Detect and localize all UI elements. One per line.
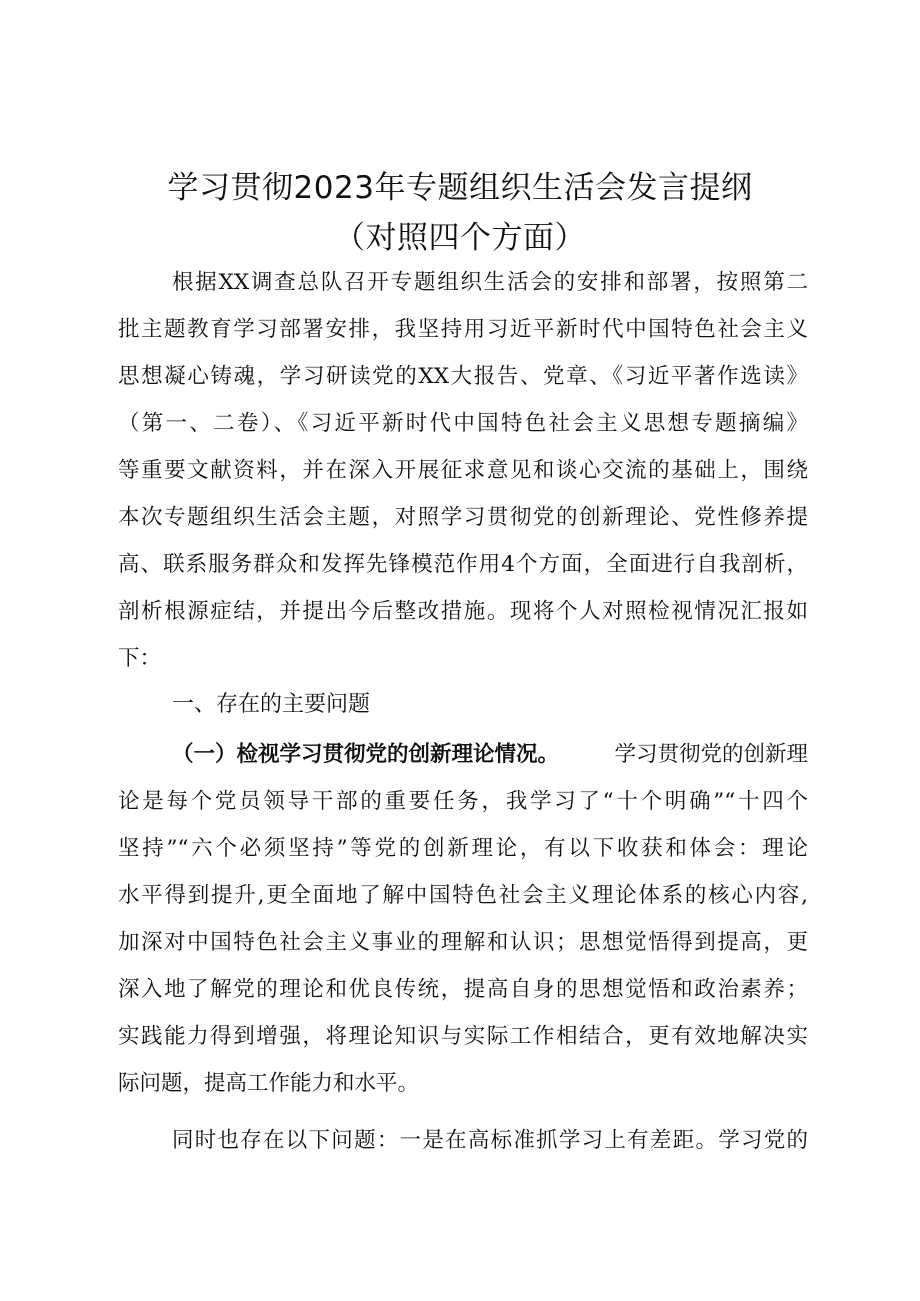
paragraph-line: 深入地了解党的理论和优良传统，提高自身的思想觉悟和政治素养； — [118, 977, 808, 1002]
document-title: 学习贯彻2023年专题组织生活会发言提纲 — [167, 170, 753, 206]
paragraph-line: 批主题教育学习部署安排，我坚持用习近平新时代中国特色社会主义 — [118, 317, 808, 342]
paragraph-line: 际问题，提高工作能力和水平。 — [118, 1071, 420, 1096]
paragraph-line: 本次专题组织生活会主题，对照学习贯彻党的创新理论、党性修养提 — [118, 505, 808, 530]
paragraph-line: 水平得到提升,更全面地了解中国特色社会主义理论体系的核心内容, — [118, 883, 808, 908]
paragraph-line: 论是每个党员领导干部的重要任务，我学习了“十个明确”“十四个 — [118, 789, 808, 814]
paragraph-line: 加深对中国特色社会主义事业的理解和认识；思想觉悟得到提高，更 — [118, 930, 808, 955]
paragraph-line: 下： — [118, 646, 162, 671]
paragraph-line: 高、联系服务群众和发挥先锋模范作用4个方面，全面进行自我剖析， — [118, 552, 808, 577]
paragraph-line: 思想凝心铸魂，学习研读党的XX大报告、党章、《习近平著作选读》 — [118, 364, 808, 389]
paragraph-line: 根据XX调查总队召开专题组织生活会的安排和部署，按照第二 — [172, 270, 808, 295]
paragraph-line: 坚持”“六个必须坚持”等党的创新理论，有以下收获和体会：理论 — [118, 836, 808, 861]
paragraph-line: （第一、二卷）、《习近平新时代中国特色社会主义思想专题摘编》 — [118, 411, 808, 436]
paragraph-line: 同时也存在以下问题：一是在高标准抓学习上有差距。学习党的 — [172, 1128, 808, 1153]
paragraph-line: 等重要文献资料，并在深入开展征求意见和谈心交流的基础上，围绕 — [118, 458, 808, 483]
subsection-heading: （一）检视学习贯彻党的创新理论情况。 — [172, 742, 560, 767]
paragraph-text: 学习贯彻党的创新理 — [614, 742, 808, 767]
section-heading: 一、存在的主要问题 — [172, 692, 371, 717]
subsection-first-line — [172, 740, 808, 770]
document-subtitle: （对照四个方面） — [334, 220, 586, 256]
paragraph-line: 实践能力得到增强，将理论知识与实际工作相结合，更有效地解决实 — [118, 1024, 808, 1049]
paragraph-line: 剖析根源症结，并提出今后整改措施。现将个人对照检视情况汇报如 — [118, 599, 808, 624]
